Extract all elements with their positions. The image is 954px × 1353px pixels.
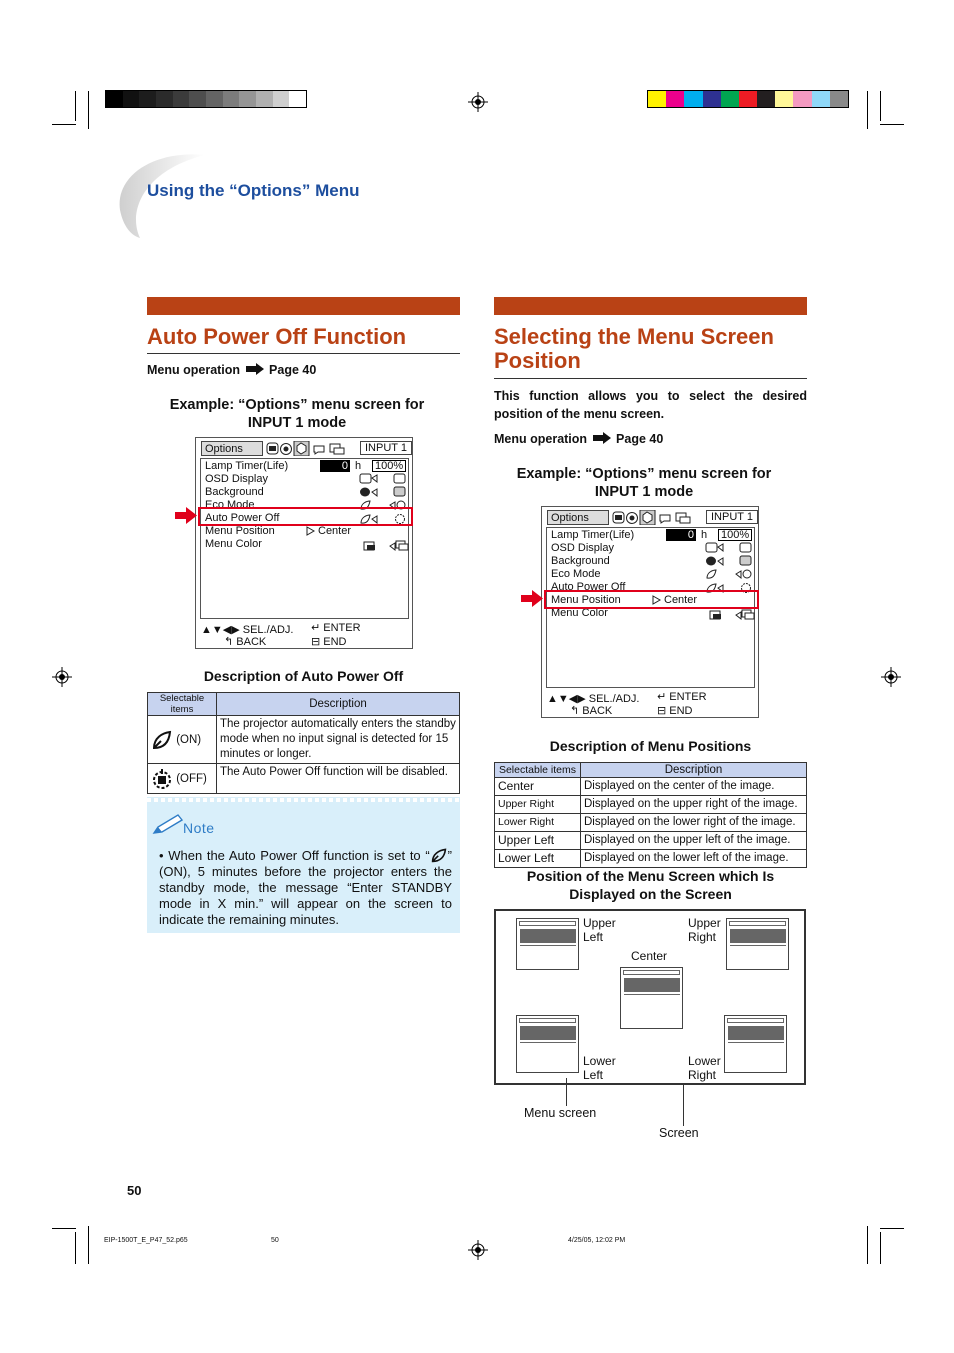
section-title: Using the “Options” Menu: [147, 181, 360, 200]
intro-text: This function allows you to select the desired position of the menu screen.: [494, 389, 807, 421]
table-header: Selectable items: [148, 693, 217, 716]
menu-row-osd-display[interactable]: OSD Display: [551, 542, 614, 554]
registration-mark-icon: [881, 667, 901, 687]
menu-row-menu-color[interactable]: Menu Color: [205, 538, 262, 550]
table-header: Selectable items: [495, 763, 581, 778]
highlight-arrow-icon: [521, 590, 543, 607]
file-name: EIP-1500T_E_P47_52.p65: [104, 1237, 188, 1244]
menu-operation-label: Menu operation Page 40: [147, 363, 317, 377]
footer-sel-adj: ▲▼◀▶ SEL./ADJ.: [201, 624, 294, 636]
color-swatch: [757, 91, 775, 107]
highlight-auto-power-off: [198, 507, 413, 526]
table-title: Description of Auto Power Off: [203, 668, 404, 684]
screen-diagram: [494, 909, 806, 1085]
label-screen: Screen: [659, 1126, 699, 1140]
color-swatch: [648, 91, 666, 107]
table-row: [148, 764, 460, 794]
menu-row-eco-mode[interactable]: Eco Mode: [551, 568, 601, 580]
crop-mark: [75, 91, 76, 121]
menu-tab-icons: [266, 441, 348, 456]
menu-center: [620, 967, 683, 1029]
registration-mark-icon: [468, 92, 488, 112]
divider: [147, 353, 460, 354]
menu-row-menu-color[interactable]: Menu Color: [551, 607, 608, 619]
footer-back: ↰ BACK: [570, 705, 613, 717]
crop-mark: [867, 91, 868, 129]
options-tab[interactable]: Options: [201, 441, 263, 456]
input-indicator: INPUT 1: [360, 441, 412, 455]
menu-position-value: Center: [318, 525, 352, 537]
input-indicator: INPUT 1: [706, 510, 758, 524]
triangle-right-icon: [306, 526, 316, 536]
crop-mark: [880, 1232, 881, 1264]
menu-row-menu-position[interactable]: Menu Position: [205, 525, 275, 537]
section-tab: [494, 297, 807, 315]
color-swatch: [106, 91, 123, 107]
color-bar: [647, 90, 849, 108]
footer-end: ⊟ END: [657, 705, 693, 717]
example-caption: Example: “Options” menu screen for INPUT 1 mode: [516, 466, 772, 500]
color-swatch: [223, 91, 240, 107]
color-swatch: [206, 91, 223, 107]
section-tab: [147, 297, 460, 315]
lamp-hours: 0: [666, 529, 696, 541]
item-off: (OFF): [176, 772, 207, 785]
menu-lower-left: [516, 1015, 579, 1073]
table-row: Upper Right Displayed on the upper right of the image.: [495, 796, 807, 814]
color-swatch: [830, 91, 848, 107]
arrow-right-icon: [593, 432, 611, 444]
options-menu-screen: [541, 506, 759, 718]
setting-icons: [702, 541, 756, 621]
note-title: Note: [183, 820, 215, 836]
menu-upper-left: [516, 918, 579, 970]
options-menu-screen: [195, 437, 413, 649]
color-swatch: [273, 91, 290, 107]
table-row: [148, 716, 460, 764]
lamp-life-percent: 100%: [718, 529, 752, 541]
highlight-arrow-icon: [175, 507, 197, 524]
menu-lower-right: [724, 1015, 787, 1073]
table-row: Center Displayed on the center of the image.: [495, 778, 807, 796]
menu-tab-icons: [612, 510, 694, 525]
menu-row-auto-power-off[interactable]: Auto Power Off: [551, 581, 626, 593]
pencil-icon: [152, 813, 184, 837]
registration-mark-icon: [468, 1240, 488, 1260]
auto-power-off-table: [147, 692, 460, 794]
footer-sel-adj: ▲▼◀▶ SEL./ADJ.: [547, 693, 640, 705]
crop-mark: [52, 1228, 76, 1229]
menu-row-menu-position[interactable]: Menu Position: [551, 594, 621, 606]
note-text: • When the Auto Power Off function is set to “ ” (ON), 5 minutes before the projector enters the standby mode, the message “Enter STANDBY mode in X min.” will appear on the screen to indicate the remaining minutes.: [159, 848, 452, 927]
item-description: The projector automatically enters the standby mode when no input signal is detected for 15 minutes or longer.: [217, 716, 460, 764]
table-row: Lower Left Displayed on the lower left of the image.: [495, 850, 807, 868]
crop-mark: [867, 1226, 868, 1264]
diagram-title: Position of the Menu Screen which Is Displayed on the Screen: [526, 868, 775, 902]
divider: [494, 378, 807, 379]
page-title-menu-position: Selecting the Menu Screen Position: [494, 324, 774, 373]
item-on: (ON): [176, 733, 202, 746]
color-swatch: [173, 91, 190, 107]
timestamp: 4/25/05, 12:02 PM: [568, 1237, 626, 1244]
color-swatch: [156, 91, 173, 107]
color-swatch: [793, 91, 811, 107]
color-swatch: [703, 91, 721, 107]
table-title: Description of Menu Positions: [549, 738, 752, 754]
crop-mark: [75, 1232, 76, 1264]
table-row: Lower Right Displayed on the lower right of the image.: [495, 814, 807, 832]
menu-list: [200, 458, 409, 619]
color-swatch: [739, 91, 757, 107]
table-header: Description: [581, 763, 807, 778]
color-swatch: [666, 91, 684, 107]
color-swatch: [139, 91, 156, 107]
gray-color-bar: [105, 90, 307, 108]
menu-row-lamp-timer[interactable]: Lamp Timer(Life): [205, 460, 289, 472]
label-lower-right: Lower Right: [688, 1054, 721, 1082]
example-caption: Example: “Options” menu screen for INPUT 1 mode: [169, 397, 425, 431]
page-number: 50: [127, 1183, 142, 1198]
color-swatch: [684, 91, 702, 107]
label-upper-left: Upper Left: [583, 916, 616, 944]
arrow-right-icon: [246, 363, 264, 375]
highlight-menu-position: [544, 590, 759, 609]
footer-end: ⊟ END: [311, 636, 347, 648]
crop-mark: [880, 1228, 904, 1229]
lamp-hours-unit: h: [701, 529, 708, 541]
crop-mark: [88, 1226, 89, 1264]
power-off-icon: [151, 768, 173, 790]
menu-row-lamp-timer[interactable]: Lamp Timer(Life): [551, 529, 635, 541]
crop-mark: [880, 124, 904, 125]
color-swatch: [289, 91, 306, 107]
registration-mark-icon: [52, 667, 72, 687]
menu-upper-right: [726, 918, 789, 970]
color-swatch: [812, 91, 830, 107]
item-description: The Auto Power Off function will be disabled.: [217, 764, 460, 794]
file-page: 50: [271, 1237, 279, 1244]
leaf-icon: [151, 729, 173, 751]
table-row: Upper Left Displayed on the upper left of the image.: [495, 832, 807, 850]
menu-row-background[interactable]: Background: [205, 486, 264, 498]
lamp-hours-unit: h: [355, 460, 362, 472]
lamp-hours: 0: [320, 460, 350, 472]
color-swatch: [189, 91, 206, 107]
menu-row-background[interactable]: Background: [551, 555, 610, 567]
footer-back: ↰ BACK: [224, 636, 267, 648]
crop-mark: [880, 91, 881, 121]
footer-enter: ↵ ENTER: [657, 691, 707, 703]
footer-enter: ↵ ENTER: [311, 622, 361, 634]
color-swatch: [256, 91, 273, 107]
callout-line-screen: [683, 1084, 684, 1126]
note-dotted-border: [147, 797, 460, 805]
menu-positions-table: [494, 762, 807, 868]
menu-row-auto-power-off[interactable]: Auto Power Off: [205, 512, 280, 524]
lamp-life-percent: 100%: [372, 460, 406, 472]
label-upper-right: Upper Right: [688, 916, 721, 944]
menu-row-osd-display[interactable]: OSD Display: [205, 473, 268, 485]
page-title-auto-power-off: Auto Power Off Function: [147, 324, 407, 349]
menu-operation-label: Menu operation Page 40: [494, 432, 664, 446]
table-header: Description: [217, 693, 460, 716]
label-menu-screen: Menu screen: [524, 1106, 597, 1120]
color-swatch: [239, 91, 256, 107]
color-swatch: [775, 91, 793, 107]
menu-row-eco-mode[interactable]: Eco Mode: [205, 499, 255, 511]
leaf-icon: [430, 847, 448, 863]
callout-line-menu-screen: [566, 1078, 567, 1106]
menu-position-value: Center: [664, 594, 698, 606]
note-box: [147, 797, 460, 933]
options-tab[interactable]: Options: [547, 510, 609, 525]
crop-mark: [88, 91, 89, 129]
label-lower-left: Lower Left: [583, 1054, 616, 1082]
crop-mark: [52, 124, 76, 125]
color-swatch: [123, 91, 140, 107]
label-center: Center: [631, 949, 668, 963]
color-swatch: [721, 91, 739, 107]
